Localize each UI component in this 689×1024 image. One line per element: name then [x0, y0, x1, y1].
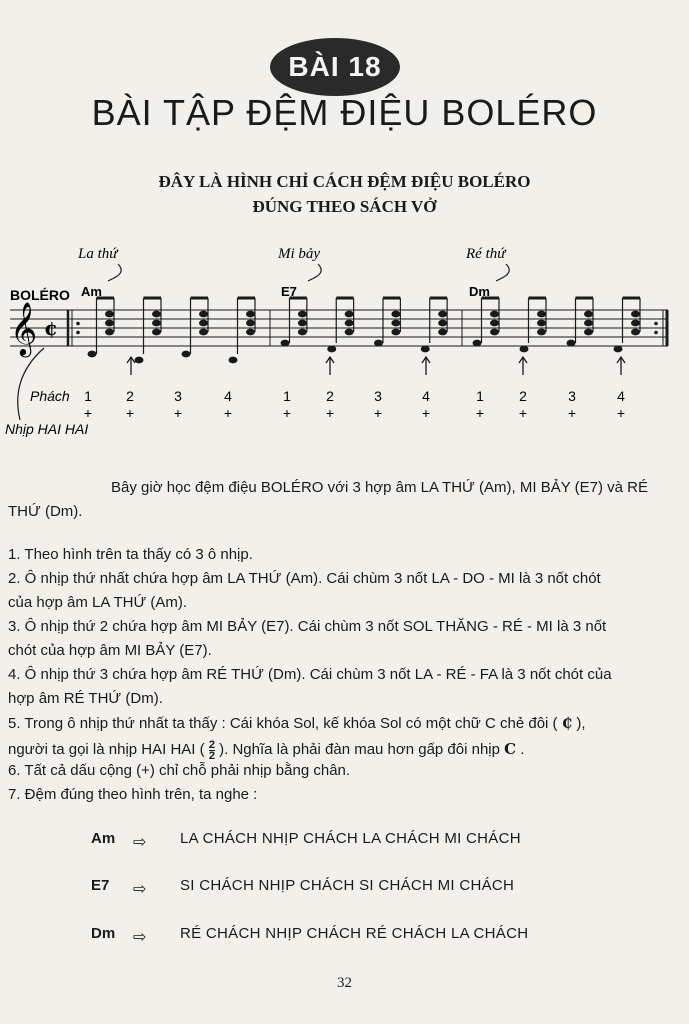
- pattern-text: SI CHÁCH NHỊP CHÁCH SI CHÁCH MI CHÁCH: [180, 877, 515, 894]
- intro-paragraph: Bây giờ học đệm điệu BOLÉRO với 3 hợp âm LA THỨ (Am), MI BẢY (E7) và RÉ THỨ (Dm).: [8, 479, 648, 520]
- note-head: [584, 320, 593, 327]
- chord-symbol: Dm: [469, 284, 490, 299]
- pattern-row-dm: [0, 925, 689, 953]
- note-head: [391, 311, 400, 318]
- pattern-text: RÉ CHÁCH NHỊP CHÁCH RÉ CHÁCH LA CHÁCH: [180, 925, 529, 942]
- repeat-dot: [76, 331, 80, 335]
- pattern-row-e7: [0, 877, 689, 905]
- note-head: [327, 346, 336, 353]
- beat-plus: +: [475, 405, 485, 421]
- item-4-line-2: hợp âm RÉ THỨ (Dm).: [8, 690, 163, 707]
- item-2-line-1: 2. Ô nhịp thứ nhất chứa hợp âm LA THỨ (Am). Cái chùm 3 nốt LA - DO - MI là 3 nốt chót: [8, 570, 601, 587]
- note-head: [246, 329, 255, 336]
- beat-plus: +: [282, 405, 292, 421]
- beat-plus: +: [421, 405, 431, 421]
- beat-number: 3: [374, 388, 382, 404]
- subtitle-line-1: ĐÂY LÀ HÌNH CHỈ CÁCH ĐỆM ĐIỆU BOLÉRO: [158, 172, 531, 191]
- beat-number: 4: [617, 388, 625, 404]
- beat-plus: +: [518, 405, 528, 421]
- curved-arrow: [496, 264, 509, 281]
- beat-plus: +: [223, 405, 233, 421]
- beat-number: 4: [422, 388, 430, 404]
- curved-arrow: [108, 264, 121, 281]
- note-head: [229, 357, 238, 364]
- note-head: [345, 329, 354, 336]
- curved-arrow: [308, 264, 321, 281]
- note-head: [152, 329, 161, 336]
- lesson-badge: [270, 38, 400, 96]
- beat-plus: +: [373, 405, 383, 421]
- beat-plus: +: [616, 405, 626, 421]
- item-5-text-d: ). Nghĩa là phải đàn mau hơn gấp đôi nhịp: [219, 741, 500, 758]
- note-head: [199, 320, 208, 327]
- note-head: [88, 351, 97, 358]
- lesson-badge-text: BÀI 18: [288, 51, 382, 82]
- note-head: [584, 311, 593, 318]
- page-number: 32: [337, 975, 352, 991]
- note-head: [421, 346, 430, 353]
- note-head: [567, 340, 576, 347]
- beat-number: 3: [174, 388, 182, 404]
- note-head: [345, 320, 354, 327]
- chord-name: Mi bảy: [278, 246, 321, 262]
- item-4-line-1: 4. Ô nhịp thứ 3 chứa hợp âm RÉ THỨ (Dm). Cái chùm 3 nốt LA - RÉ - FA là 3 nốt chót của: [8, 666, 612, 683]
- pattern-chord: Dm: [91, 925, 116, 942]
- note-head: [537, 320, 546, 327]
- note-head: [281, 340, 290, 347]
- note-head: [438, 329, 447, 336]
- fraction-bottom: 2: [208, 749, 215, 762]
- beat-plus: +: [567, 405, 577, 421]
- note-head: [490, 311, 499, 318]
- page-title: BÀI TẬP ĐỆM ĐIỆU BOLÉRO: [91, 92, 598, 133]
- subtitle-line-2: ĐÚNG THEO SÁCH VỞ: [252, 197, 437, 216]
- item-7: 7. Đệm đúng theo hình trên, ta nghe :: [8, 786, 258, 803]
- arrow-icon: ⇨: [133, 881, 147, 898]
- note-head: [391, 320, 400, 327]
- meter-label: Nhịp HAI HAI: [5, 421, 89, 437]
- note-head: [199, 329, 208, 336]
- note-head: [298, 320, 307, 327]
- beat-plus: +: [125, 405, 135, 421]
- note-head: [438, 311, 447, 318]
- repeat-dot: [654, 331, 658, 335]
- note-head: [631, 329, 640, 336]
- note-head: [105, 320, 114, 327]
- chord-name: Ré thứ: [466, 246, 506, 262]
- bolero-score: [0, 238, 689, 448]
- note-head: [391, 329, 400, 336]
- note-head: [490, 329, 499, 336]
- beat-number: 4: [224, 388, 232, 404]
- beat-number: 2: [326, 388, 334, 404]
- fraction-top: 2: [208, 738, 215, 751]
- item-5-text-a: 5. Trong ô nhịp thứ nhất ta thấy : Cái khóa Sol, kế khóa Sol có một chữ C chẻ đôi (: [8, 715, 558, 732]
- item-6: 6. Tất cả dấu cộng (+) chỉ chỗ phải nhịp bằng chân.: [8, 762, 351, 779]
- item-3-line-1: 3. Ô nhịp thứ 2 chứa hợp âm MI BẢY (E7). Cái chùm 3 nốt SOL THĂNG - RÉ - MI là 3 nốt: [8, 618, 607, 635]
- note-head: [105, 329, 114, 336]
- note-head: [246, 311, 255, 318]
- item-2-line-2: của hợp âm LA THỨ (Am).: [8, 594, 188, 611]
- note-head: [631, 311, 640, 318]
- repeat-dot: [76, 322, 80, 326]
- beat-number: 1: [476, 388, 484, 404]
- beat-number: 3: [568, 388, 576, 404]
- note-head: [182, 351, 191, 358]
- pointer-curve: [18, 348, 44, 420]
- note-head: [584, 329, 593, 336]
- beat-plus: +: [173, 405, 183, 421]
- note-head: [298, 329, 307, 336]
- beat-number: 1: [84, 388, 92, 404]
- treble-clef-icon: 𝄞: [10, 301, 38, 355]
- note-head: [537, 329, 546, 336]
- cut-time-symbol: ₵: [561, 714, 573, 732]
- beat-plus: +: [325, 405, 335, 421]
- item-5-text-c: người ta gọi là nhịp HAI HAI (: [8, 741, 205, 758]
- chord-symbol: E7: [281, 284, 297, 299]
- note-head: [246, 320, 255, 327]
- note-head: [105, 311, 114, 318]
- note-head: [199, 311, 208, 318]
- beat-number: 2: [126, 388, 134, 404]
- note-head: [473, 340, 482, 347]
- note-head: [438, 320, 447, 327]
- cut-time-icon: ¢: [44, 316, 58, 340]
- style-label: BOLÉRO: [10, 287, 70, 303]
- chord-symbol: Am: [81, 284, 102, 299]
- repeat-dot: [654, 322, 658, 326]
- note-head: [152, 320, 161, 327]
- pattern-row-am: [0, 830, 689, 858]
- item-5-text-b: ),: [576, 715, 586, 732]
- note-head: [631, 320, 640, 327]
- note-head: [345, 311, 354, 318]
- chord-name: La thứ: [78, 246, 118, 262]
- common-time-symbol: C: [504, 740, 517, 758]
- item-5-line-1: [8, 711, 676, 736]
- note-head: [520, 346, 529, 353]
- arrow-icon: ⇨: [133, 929, 147, 946]
- note-head: [537, 311, 546, 318]
- note-head: [152, 311, 161, 318]
- beat-number: 2: [519, 388, 527, 404]
- pattern-chord: Am: [91, 830, 116, 847]
- beat-plus: +: [83, 405, 93, 421]
- beat-number: 1: [283, 388, 291, 404]
- item-1: 1. Theo hình trên ta thấy có 3 ô nhịp.: [8, 546, 253, 563]
- note-head: [135, 357, 144, 364]
- note-head: [490, 320, 499, 327]
- note-head: [298, 311, 307, 318]
- beat-label: Phách: [30, 388, 70, 404]
- two-two-fraction: [209, 740, 215, 761]
- pattern-text: LA CHÁCH NHỊP CHÁCH LA CHÁCH MI CHÁCH: [180, 830, 521, 847]
- arrow-icon: ⇨: [133, 834, 147, 851]
- note-head: [614, 346, 623, 353]
- note-head: [374, 340, 383, 347]
- pattern-chord: E7: [91, 877, 110, 894]
- item-3-line-2: chót của hợp âm MI BẢY (E7).: [8, 642, 212, 659]
- item-5-text-e: .: [520, 741, 525, 758]
